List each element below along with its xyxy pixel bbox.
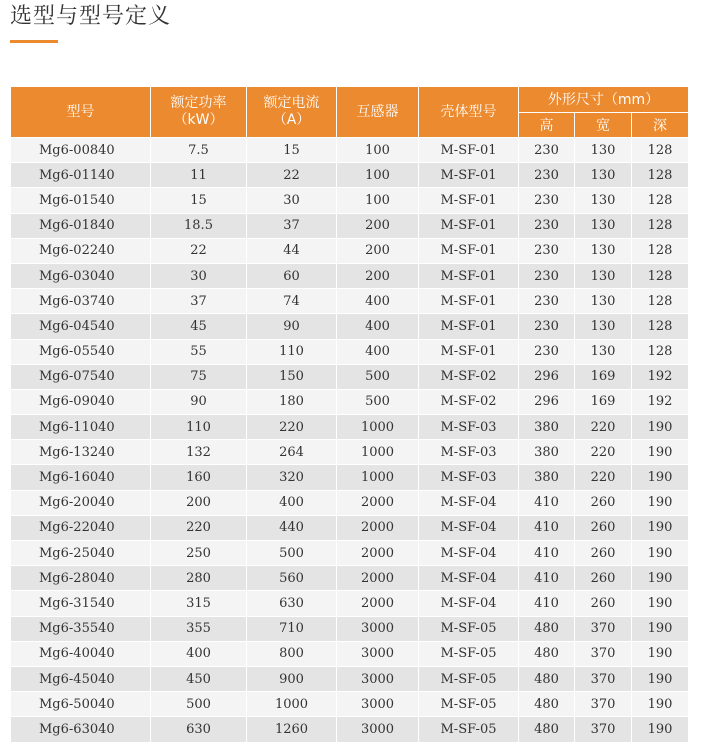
table-row xyxy=(11,591,689,616)
cell-depth: 192 xyxy=(632,364,689,389)
cell-housing: M-SF-05 xyxy=(419,641,519,666)
cell-width: 169 xyxy=(575,364,632,389)
table-row xyxy=(11,566,689,591)
table-row xyxy=(11,490,689,515)
cell-current: 800 xyxy=(247,641,337,666)
cell-width: 130 xyxy=(575,339,632,364)
table-row xyxy=(11,717,689,742)
cell-model: Mg6-50040 xyxy=(11,692,151,717)
cell-height: 230 xyxy=(519,289,575,314)
header-width: 宽 xyxy=(575,112,632,138)
cell-current: 90 xyxy=(247,314,337,339)
cell-width: 130 xyxy=(575,188,632,213)
header-dimensions-label: 外形尺寸（mm） xyxy=(547,92,660,109)
cell-depth: 128 xyxy=(632,138,689,163)
cell-model: Mg6-11040 xyxy=(11,415,151,440)
cell-height: 230 xyxy=(519,339,575,364)
cell-housing: M-SF-01 xyxy=(419,314,519,339)
cell-depth: 128 xyxy=(632,163,689,188)
cell-transformer: 100 xyxy=(337,163,419,188)
header-housing xyxy=(419,87,519,138)
cell-current: 15 xyxy=(247,138,337,163)
cell-transformer: 1000 xyxy=(337,465,419,490)
cell-model: Mg6-01540 xyxy=(11,188,151,213)
cell-depth: 190 xyxy=(632,415,689,440)
cell-depth: 128 xyxy=(632,213,689,238)
cell-power: 22 xyxy=(151,238,247,263)
cell-housing: M-SF-01 xyxy=(419,263,519,288)
cell-housing: M-SF-01 xyxy=(419,213,519,238)
cell-housing: M-SF-04 xyxy=(419,591,519,616)
header-dimensions xyxy=(519,87,689,113)
cell-width: 130 xyxy=(575,138,632,163)
cell-housing: M-SF-02 xyxy=(419,364,519,389)
header-power-label: 额定功率 xyxy=(170,95,227,111)
header-power-unit: （kW） xyxy=(173,112,224,128)
cell-width: 260 xyxy=(575,515,632,540)
cell-transformer: 3000 xyxy=(337,616,419,641)
cell-housing: M-SF-03 xyxy=(419,465,519,490)
cell-housing: M-SF-01 xyxy=(419,163,519,188)
cell-width: 130 xyxy=(575,238,632,263)
cell-height: 230 xyxy=(519,188,575,213)
cell-width: 370 xyxy=(575,692,632,717)
header-transformer xyxy=(337,87,419,138)
cell-power: 90 xyxy=(151,389,247,414)
table-row xyxy=(11,314,689,339)
header-power xyxy=(151,87,247,138)
cell-depth: 128 xyxy=(632,188,689,213)
cell-model: Mg6-04540 xyxy=(11,314,151,339)
table-row xyxy=(11,238,689,263)
table-row xyxy=(11,339,689,364)
cell-depth: 190 xyxy=(632,515,689,540)
cell-transformer: 3000 xyxy=(337,641,419,666)
cell-depth: 190 xyxy=(632,440,689,465)
cell-model: Mg6-20040 xyxy=(11,490,151,515)
cell-transformer: 2000 xyxy=(337,541,419,566)
cell-transformer: 100 xyxy=(337,188,419,213)
cell-power: 45 xyxy=(151,314,247,339)
cell-power: 280 xyxy=(151,566,247,591)
cell-depth: 190 xyxy=(632,490,689,515)
cell-transformer: 400 xyxy=(337,289,419,314)
table-row xyxy=(11,692,689,717)
cell-height: 296 xyxy=(519,389,575,414)
cell-transformer: 400 xyxy=(337,339,419,364)
cell-housing: M-SF-05 xyxy=(419,692,519,717)
cell-power: 450 xyxy=(151,666,247,691)
cell-power: 37 xyxy=(151,289,247,314)
table-row xyxy=(11,641,689,666)
cell-model: Mg6-01140 xyxy=(11,163,151,188)
cell-height: 230 xyxy=(519,138,575,163)
cell-current: 220 xyxy=(247,415,337,440)
cell-transformer: 200 xyxy=(337,238,419,263)
cell-width: 130 xyxy=(575,289,632,314)
table-row xyxy=(11,163,689,188)
cell-width: 220 xyxy=(575,415,632,440)
cell-power: 400 xyxy=(151,641,247,666)
cell-power: 55 xyxy=(151,339,247,364)
cell-current: 440 xyxy=(247,515,337,540)
cell-depth: 128 xyxy=(632,314,689,339)
cell-housing: M-SF-05 xyxy=(419,717,519,742)
cell-housing: M-SF-03 xyxy=(419,415,519,440)
cell-model: Mg6-31540 xyxy=(11,591,151,616)
table-row xyxy=(11,515,689,540)
cell-depth: 128 xyxy=(632,238,689,263)
cell-power: 18.5 xyxy=(151,213,247,238)
cell-transformer: 100 xyxy=(337,138,419,163)
cell-depth: 190 xyxy=(632,465,689,490)
cell-depth: 190 xyxy=(632,616,689,641)
cell-housing: M-SF-03 xyxy=(419,440,519,465)
cell-housing: M-SF-04 xyxy=(419,490,519,515)
cell-width: 220 xyxy=(575,465,632,490)
cell-housing: M-SF-01 xyxy=(419,138,519,163)
cell-power: 630 xyxy=(151,717,247,742)
cell-housing: M-SF-04 xyxy=(419,541,519,566)
cell-width: 370 xyxy=(575,666,632,691)
cell-model: Mg6-03040 xyxy=(11,263,151,288)
table-row xyxy=(11,465,689,490)
table-row xyxy=(11,541,689,566)
cell-height: 296 xyxy=(519,364,575,389)
cell-power: 7.5 xyxy=(151,138,247,163)
cell-current: 22 xyxy=(247,163,337,188)
cell-height: 480 xyxy=(519,666,575,691)
table-row xyxy=(11,440,689,465)
cell-model: Mg6-22040 xyxy=(11,515,151,540)
table-row xyxy=(11,138,689,163)
cell-height: 410 xyxy=(519,515,575,540)
cell-depth: 190 xyxy=(632,591,689,616)
cell-width: 220 xyxy=(575,440,632,465)
cell-current: 44 xyxy=(247,238,337,263)
cell-model: Mg6-63040 xyxy=(11,717,151,742)
cell-housing: M-SF-02 xyxy=(419,389,519,414)
cell-transformer: 2000 xyxy=(337,515,419,540)
cell-current: 630 xyxy=(247,591,337,616)
header-model-label: 型号 xyxy=(66,103,95,120)
cell-transformer: 2000 xyxy=(337,490,419,515)
cell-current: 500 xyxy=(247,541,337,566)
cell-transformer: 3000 xyxy=(337,692,419,717)
cell-power: 500 xyxy=(151,692,247,717)
cell-width: 169 xyxy=(575,389,632,414)
cell-power: 11 xyxy=(151,163,247,188)
cell-current: 560 xyxy=(247,566,337,591)
table-row xyxy=(11,616,689,641)
cell-model: Mg6-03740 xyxy=(11,289,151,314)
cell-housing: M-SF-01 xyxy=(419,188,519,213)
cell-height: 230 xyxy=(519,163,575,188)
cell-model: Mg6-01840 xyxy=(11,213,151,238)
cell-height: 480 xyxy=(519,692,575,717)
cell-model: Mg6-13240 xyxy=(11,440,151,465)
cell-model: Mg6-00840 xyxy=(11,138,151,163)
table-row xyxy=(11,289,689,314)
cell-transformer: 2000 xyxy=(337,591,419,616)
cell-housing: M-SF-05 xyxy=(419,666,519,691)
cell-power: 110 xyxy=(151,415,247,440)
cell-power: 132 xyxy=(151,440,247,465)
cell-housing: M-SF-01 xyxy=(419,339,519,364)
header-current-unit: （A） xyxy=(272,112,311,128)
cell-model: Mg6-02240 xyxy=(11,238,151,263)
cell-transformer: 400 xyxy=(337,314,419,339)
cell-transformer: 1000 xyxy=(337,440,419,465)
cell-width: 370 xyxy=(575,641,632,666)
cell-height: 230 xyxy=(519,263,575,288)
cell-housing: M-SF-01 xyxy=(419,238,519,263)
cell-height: 230 xyxy=(519,314,575,339)
cell-model: Mg6-35540 xyxy=(11,616,151,641)
cell-transformer: 500 xyxy=(337,364,419,389)
cell-power: 15 xyxy=(151,188,247,213)
cell-power: 250 xyxy=(151,541,247,566)
cell-power: 220 xyxy=(151,515,247,540)
header-housing-label: 壳体型号 xyxy=(440,103,497,120)
cell-depth: 190 xyxy=(632,541,689,566)
cell-current: 110 xyxy=(247,339,337,364)
cell-power: 160 xyxy=(151,465,247,490)
cell-height: 380 xyxy=(519,440,575,465)
table-row xyxy=(11,188,689,213)
cell-height: 480 xyxy=(519,616,575,641)
cell-current: 37 xyxy=(247,213,337,238)
cell-height: 480 xyxy=(519,641,575,666)
cell-current: 264 xyxy=(247,440,337,465)
cell-model: Mg6-09040 xyxy=(11,389,151,414)
cell-housing: M-SF-05 xyxy=(419,616,519,641)
cell-transformer: 3000 xyxy=(337,666,419,691)
header-height: 高 xyxy=(519,112,575,138)
cell-width: 370 xyxy=(575,717,632,742)
cell-current: 74 xyxy=(247,289,337,314)
cell-model: Mg6-16040 xyxy=(11,465,151,490)
cell-housing: M-SF-01 xyxy=(419,289,519,314)
cell-model: Mg6-05540 xyxy=(11,339,151,364)
cell-current: 710 xyxy=(247,616,337,641)
cell-height: 380 xyxy=(519,465,575,490)
cell-power: 75 xyxy=(151,364,247,389)
cell-height: 410 xyxy=(519,591,575,616)
cell-depth: 190 xyxy=(632,717,689,742)
cell-height: 410 xyxy=(519,490,575,515)
spec-table xyxy=(10,86,689,743)
cell-transformer: 3000 xyxy=(337,717,419,742)
header-depth: 深 xyxy=(632,112,689,138)
cell-transformer: 200 xyxy=(337,263,419,288)
cell-current: 1260 xyxy=(247,717,337,742)
header-model xyxy=(11,87,151,138)
cell-width: 130 xyxy=(575,163,632,188)
header-transformer-label: 互感器 xyxy=(356,103,399,120)
cell-depth: 190 xyxy=(632,641,689,666)
cell-width: 260 xyxy=(575,566,632,591)
cell-housing: M-SF-04 xyxy=(419,566,519,591)
table-row xyxy=(11,389,689,414)
cell-width: 260 xyxy=(575,541,632,566)
cell-housing: M-SF-04 xyxy=(419,515,519,540)
cell-current: 900 xyxy=(247,666,337,691)
cell-model: Mg6-45040 xyxy=(11,666,151,691)
table-row xyxy=(11,364,689,389)
cell-depth: 128 xyxy=(632,263,689,288)
cell-depth: 128 xyxy=(632,289,689,314)
cell-current: 320 xyxy=(247,465,337,490)
cell-height: 380 xyxy=(519,415,575,440)
cell-current: 30 xyxy=(247,188,337,213)
table-row xyxy=(11,213,689,238)
cell-width: 130 xyxy=(575,314,632,339)
cell-width: 130 xyxy=(575,263,632,288)
cell-height: 410 xyxy=(519,566,575,591)
cell-depth: 190 xyxy=(632,692,689,717)
cell-power: 30 xyxy=(151,263,247,288)
table-body xyxy=(11,138,689,743)
cell-transformer: 200 xyxy=(337,213,419,238)
cell-model: Mg6-28040 xyxy=(11,566,151,591)
cell-depth: 190 xyxy=(632,666,689,691)
cell-power: 315 xyxy=(151,591,247,616)
cell-width: 260 xyxy=(575,591,632,616)
table-row xyxy=(11,415,689,440)
cell-model: Mg6-40040 xyxy=(11,641,151,666)
cell-height: 230 xyxy=(519,213,575,238)
header-current xyxy=(247,87,337,138)
page-title: 选型与型号定义 xyxy=(10,4,172,29)
cell-power: 355 xyxy=(151,616,247,641)
cell-height: 480 xyxy=(519,717,575,742)
cell-model: Mg6-25040 xyxy=(11,541,151,566)
cell-current: 60 xyxy=(247,263,337,288)
cell-current: 400 xyxy=(247,490,337,515)
cell-width: 370 xyxy=(575,616,632,641)
cell-height: 230 xyxy=(519,238,575,263)
table-header xyxy=(11,87,689,138)
cell-width: 130 xyxy=(575,213,632,238)
cell-width: 260 xyxy=(575,490,632,515)
cell-height: 410 xyxy=(519,541,575,566)
cell-depth: 192 xyxy=(632,389,689,414)
cell-transformer: 2000 xyxy=(337,566,419,591)
header-current-label: 额定电流 xyxy=(263,95,320,111)
table-row xyxy=(11,666,689,691)
cell-current: 180 xyxy=(247,389,337,414)
cell-power: 200 xyxy=(151,490,247,515)
cell-model: Mg6-07540 xyxy=(11,364,151,389)
table-row xyxy=(11,263,689,288)
cell-depth: 128 xyxy=(632,339,689,364)
cell-current: 1000 xyxy=(247,692,337,717)
cell-transformer: 1000 xyxy=(337,415,419,440)
cell-depth: 190 xyxy=(632,566,689,591)
cell-current: 150 xyxy=(247,364,337,389)
cell-transformer: 500 xyxy=(337,389,419,414)
title-underline xyxy=(10,40,58,43)
